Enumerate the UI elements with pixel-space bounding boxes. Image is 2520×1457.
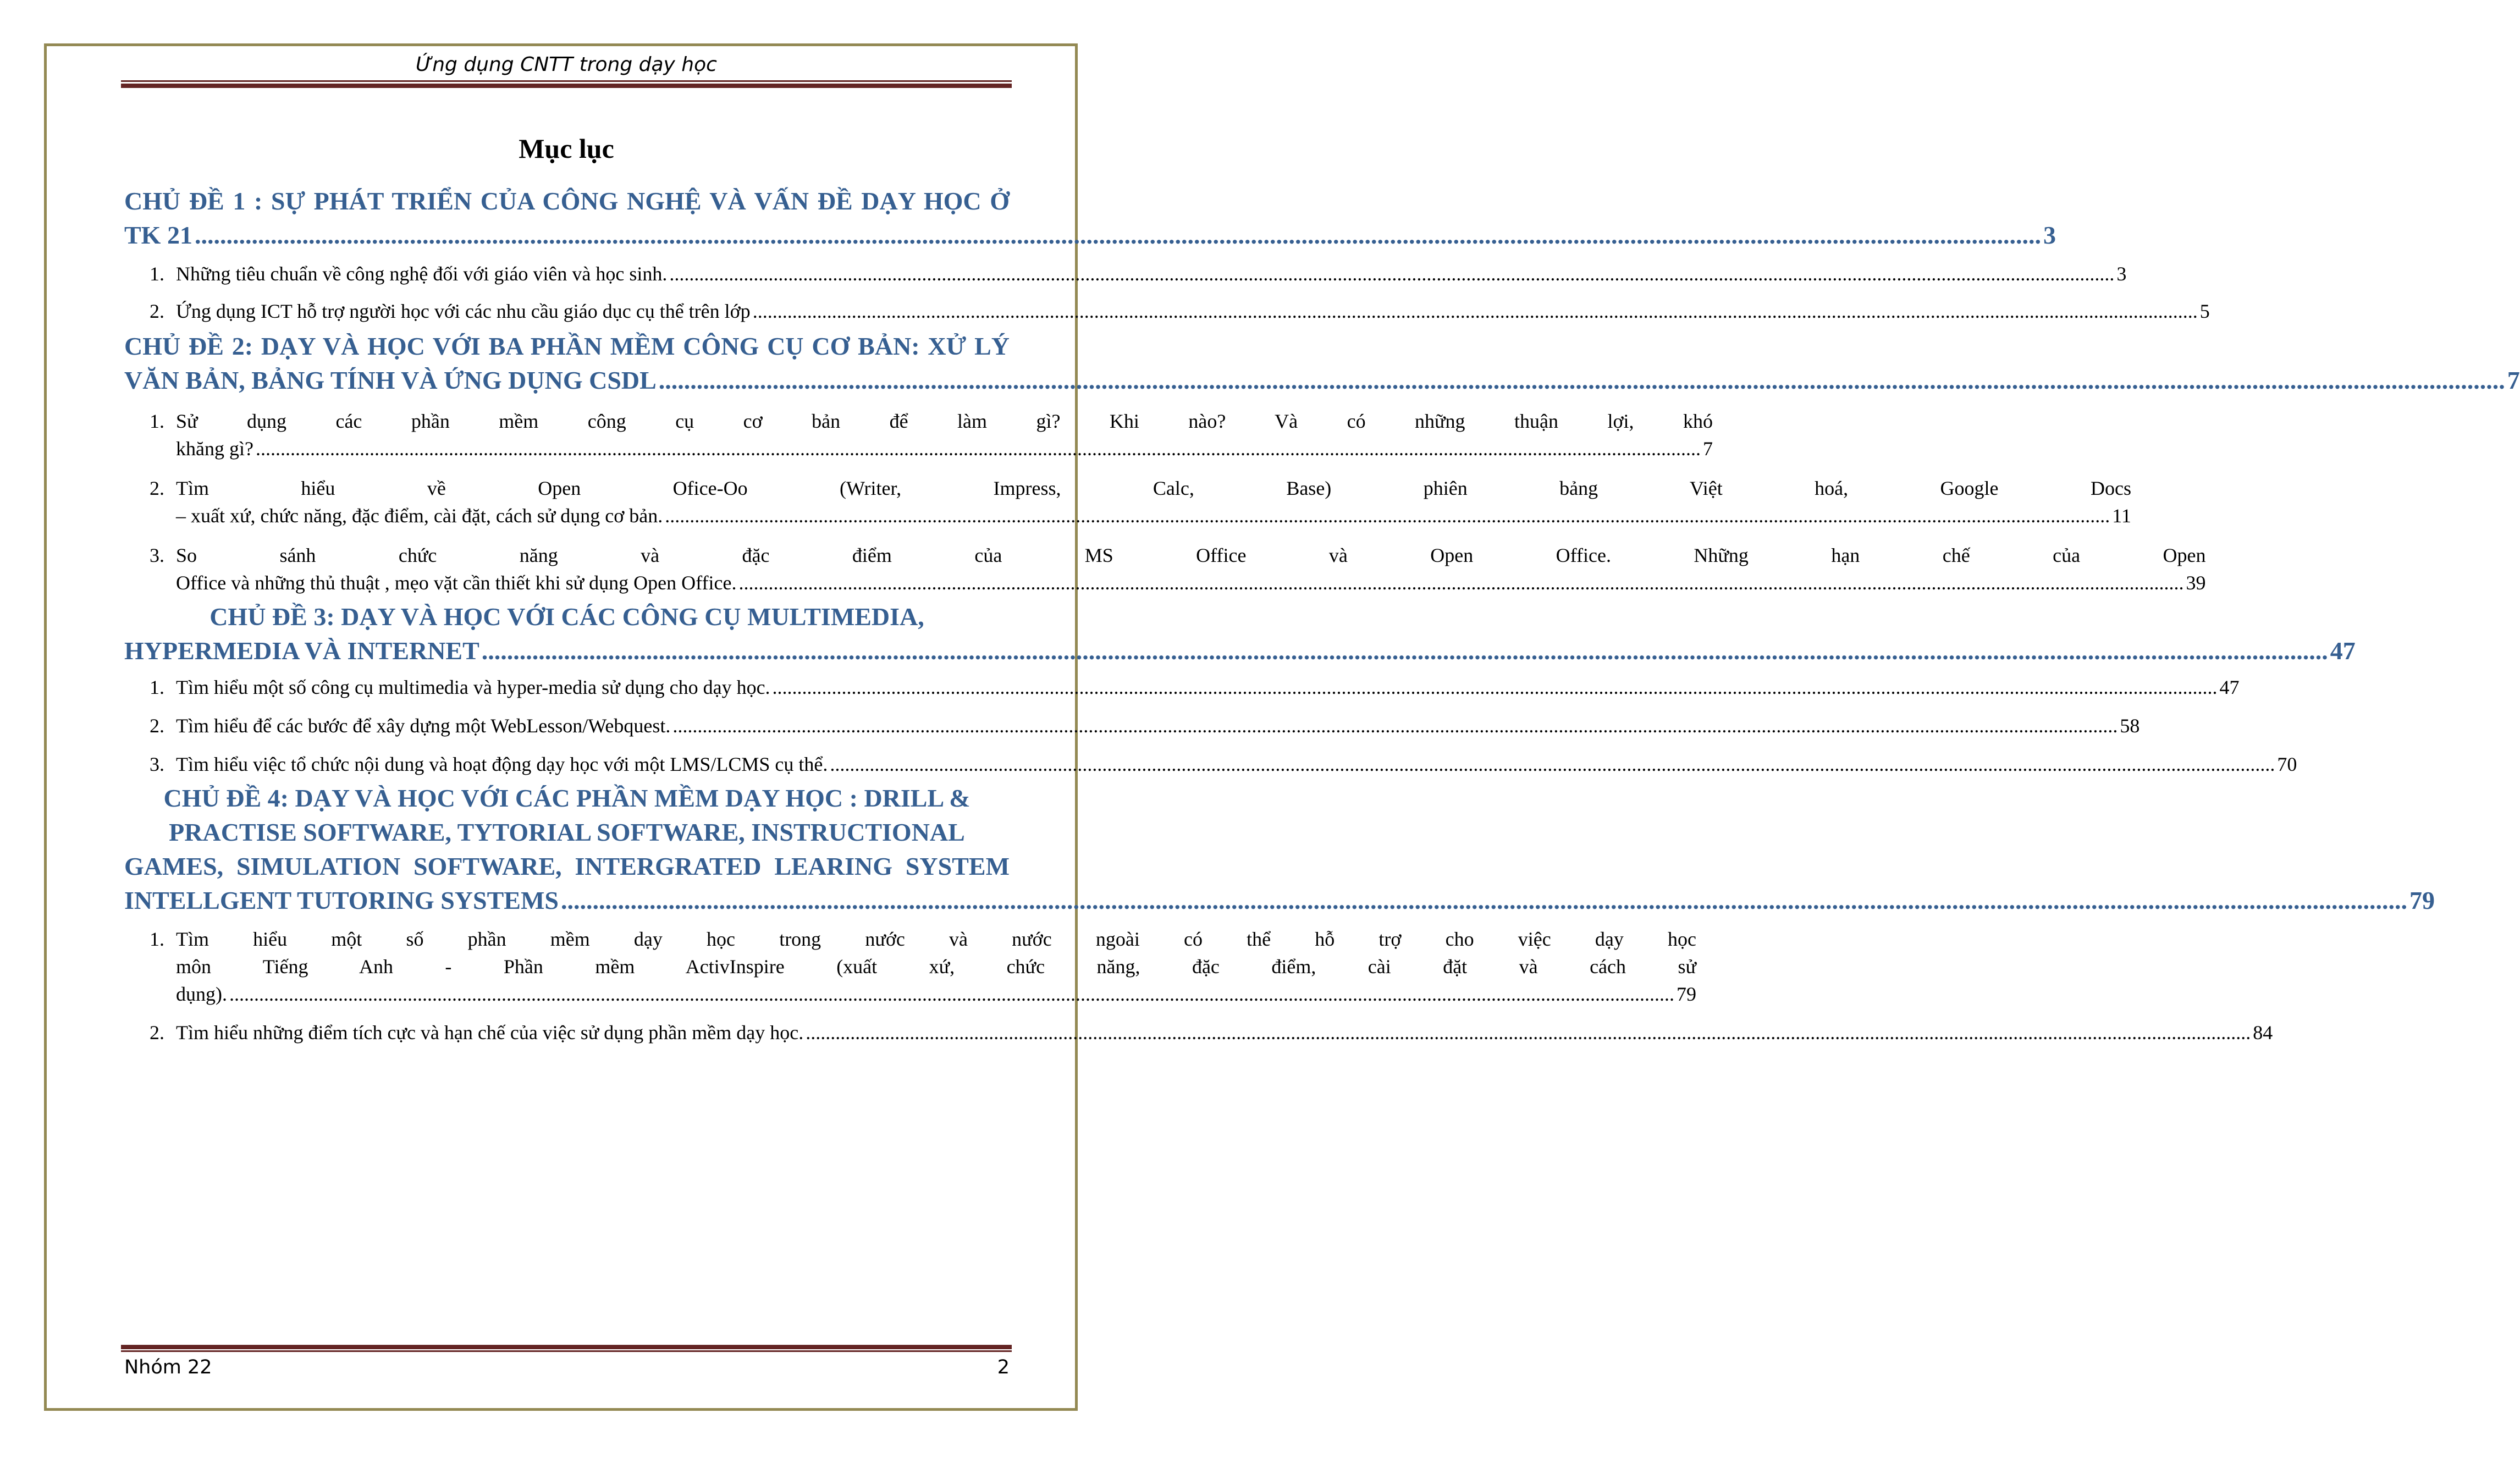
toc-topic-heading-lastline (124, 218, 2056, 252)
toc-entry-number: 2. (150, 477, 164, 499)
toc-topic-heading-lastline (124, 634, 2356, 668)
dot-leader (753, 297, 2198, 325)
toc-topic-heading-line: CHỦ ĐỀ 1 : SỰ PHÁT TRIỂN CỦA CÔNG NGHỆ VÀ VẤN ĐỀ DẠY HỌC Ở (124, 187, 1010, 215)
toc-topic-heading-line: CHỦ ĐỀ 4: DẠY VÀ HỌC VỚI CÁC PHẦN MỀM DẠY HỌC : DRILL & (163, 784, 970, 812)
toc-entry[interactable] (150, 474, 2131, 529)
toc-entry[interactable] (150, 674, 2240, 701)
toc-entry[interactable] (150, 750, 2297, 778)
toc-entry-line (176, 1019, 2273, 1046)
toc-page-number: 58 (2120, 715, 2140, 737)
toc-entry-body (176, 542, 2205, 597)
toc-entry-text: Tìm hiểu việc tổ chức nội dung và hoạt động dạy học với một LMS/LCMS cụ thể. (176, 753, 828, 775)
dot-leader (665, 502, 2110, 529)
toc-page-number: 47 (2219, 676, 2240, 698)
toc-topic-heading-text: TK 21 (124, 221, 192, 249)
footer-rule-thin (121, 1350, 1012, 1352)
toc-entry-line (176, 569, 2205, 597)
toc-entry-text: Tìm hiểu những điểm tích cực và hạn chế của việc sử dụng phần mềm dạy học. (176, 1022, 804, 1044)
toc-topic-3[interactable] (124, 600, 2356, 668)
toc-entry-line (176, 750, 2297, 778)
toc-entry-line: Sử dụng các phần mềm công cụ cơ bản để làm gì? Khi nào? Và có những thuận lợi, khó (176, 410, 1713, 432)
toc-entry[interactable] (150, 260, 2127, 288)
toc-topic-heading-text: VĂN BẢN, BẢNG TÍNH VÀ ỨNG DỤNG CSDL (124, 366, 657, 394)
toc-entry-body (176, 674, 2240, 701)
toc-entry-text: Tìm hiểu để các bước để xây dựng một WebLesson/Webquest. (176, 715, 671, 737)
toc-entry-text: dụng). (176, 983, 227, 1005)
toc-topic-heading-text: HYPERMEDIA VÀ INTERNET (124, 637, 479, 665)
header-rule-thick (121, 84, 1012, 88)
dot-leader (830, 750, 2275, 778)
toc-page-number: 70 (2277, 753, 2297, 775)
toc-title: Mục lục (519, 133, 614, 164)
dot-leader (256, 435, 1701, 462)
toc-entry-body (176, 260, 2126, 288)
toc-entry-number: 2. (150, 300, 164, 322)
toc-entry-text: Những tiêu chuẩn về công nghệ đối với giáo viên và học sinh. (176, 263, 668, 285)
toc-entry-body (176, 407, 1713, 462)
toc-topic-heading-line: CHỦ ĐỀ 3: DẠY VÀ HỌC VỚI CÁC CÔNG CỤ MULTIMEDIA, (209, 603, 924, 631)
dot-leader (659, 363, 2505, 398)
toc-entry-body (176, 1019, 2273, 1046)
toc-page-number: 7 (1702, 438, 1713, 460)
dot-leader (195, 218, 2041, 252)
toc-entry-line (176, 712, 2139, 739)
dot-leader (773, 674, 2218, 701)
running-header: Ứng dụng CNTT trong dạy học (416, 53, 717, 76)
toc-entry[interactable] (150, 542, 2206, 597)
toc-entry-number: 1. (150, 928, 164, 950)
toc-entry-line (176, 435, 1713, 462)
toc-topic-heading (124, 600, 2356, 668)
toc-entry-line (176, 674, 2240, 701)
toc-entry-body (176, 925, 1696, 1008)
toc-entry-body (176, 712, 2139, 739)
toc-entry[interactable] (150, 712, 2140, 739)
footer-page-number: 2 (997, 1356, 1010, 1378)
toc-entry-text: – xuất xứ, chức năng, đặc điểm, cài đặt, cách sử dụng cơ bản. (176, 505, 663, 527)
toc-entry-number: 1. (150, 410, 164, 432)
toc-entry-line: môn Tiếng Anh - Phần mềm ActivInspire (xuất xứ, chức năng, đặc điểm, cài đặt và cách sử (176, 956, 1696, 978)
toc-entry-line (176, 980, 1696, 1008)
toc-topic-heading-line: PRACTISE SOFTWARE, TYTORIAL SOFTWARE, INSTRUCTIONAL (169, 818, 965, 846)
header-rule-thin (121, 80, 1012, 82)
toc-entry-body (176, 474, 2131, 529)
toc-topic-heading-lastline (124, 884, 2435, 918)
toc-topic-1[interactable] (124, 184, 2056, 252)
toc-entry-text: Office và những thủ thuật , mẹo vặt cần thiết khi sử dụng Open Office. (176, 572, 737, 594)
toc-entry-line: So sánh chức năng và đặc điểm của MS Office và Open Office. Những hạn chế của Open (176, 544, 2206, 566)
dot-leader (806, 1019, 2251, 1046)
footer-rule-thick (121, 1345, 1012, 1349)
toc-entry-line (176, 297, 2210, 325)
dot-leader (672, 712, 2118, 739)
toc-page-number: 79 (2409, 886, 2435, 914)
toc-entry-number: 3. (150, 753, 164, 775)
toc-page-number: 11 (2112, 505, 2131, 527)
toc-entry-text: Tìm hiểu một số công cụ multimedia và hyper-media sử dụng cho dạy học. (176, 676, 770, 698)
toc-page-number: 79 (1677, 983, 1696, 1005)
dot-leader (561, 884, 2407, 918)
dot-leader (229, 980, 1674, 1008)
toc-topic-heading-text: INTELLGENT TUTORING SYSTEMS (124, 886, 559, 914)
toc-topic-2[interactable] (124, 329, 2520, 398)
toc-topic-heading-line: CHỦ ĐỀ 2: DẠY VÀ HỌC VỚI BA PHẦN MỀM CÔNG CỤ CƠ BẢN: XỬ LÝ (124, 332, 1010, 360)
toc-entry-body (176, 750, 2297, 778)
toc-entry-line: Tìm hiểu một số phần mềm dạy học trong nước và nước ngoài có thể hỗ trợ cho việc dạy học (176, 928, 1696, 950)
toc-topic-heading-lastline (124, 363, 2520, 398)
toc-page-number: 84 (2253, 1022, 2273, 1044)
toc-topic-heading (124, 184, 2056, 252)
toc-entry[interactable] (150, 407, 1713, 462)
toc-entry[interactable] (150, 1019, 2273, 1046)
toc-page-number: 3 (2116, 263, 2127, 285)
toc-entry[interactable] (150, 925, 1696, 1008)
toc-entry-text: Ứng dụng ICT hỗ trợ người học với các nhu cầu giáo dục cụ thể trên lớp (176, 300, 751, 322)
dot-leader (482, 634, 2328, 668)
toc-topic-heading (124, 781, 2435, 918)
toc-entry-line: Tìm hiểu về Open Ofice-Oo (Writer, Impress, Calc, Base) phiên bảng Việt hoá, Google Docs (176, 477, 2131, 499)
toc-topic-heading (124, 329, 2520, 398)
footer-group: Nhóm 22 (124, 1356, 212, 1378)
toc-topic-4[interactable] (124, 781, 2435, 918)
toc-page-number: 5 (2199, 300, 2210, 322)
toc-topic-heading-line: GAMES, SIMULATION SOFTWARE, INTERGRATED LEARING SYSTEM (124, 852, 1010, 880)
toc-entry-line (176, 502, 2131, 529)
toc-entry-number: 1. (150, 676, 164, 698)
toc-entry-number: 2. (150, 1022, 164, 1044)
toc-entry-line (176, 260, 2126, 288)
toc-page-number: 47 (2330, 637, 2356, 665)
toc-entry-number: 1. (150, 263, 164, 285)
toc-page-number: 3 (2043, 221, 2056, 249)
dot-leader (669, 260, 2114, 288)
toc-page-number: 7 (2507, 366, 2520, 394)
toc-page-number: 39 (2186, 572, 2206, 594)
toc-entry-text: khăng gì? (176, 438, 253, 460)
toc-entry[interactable] (150, 297, 2210, 325)
toc-entry-number: 3. (150, 544, 164, 566)
toc-entry-body (176, 297, 2210, 325)
table-of-contents (124, 184, 2520, 1046)
toc-entry-number: 2. (150, 715, 164, 737)
dot-leader (738, 569, 2183, 597)
